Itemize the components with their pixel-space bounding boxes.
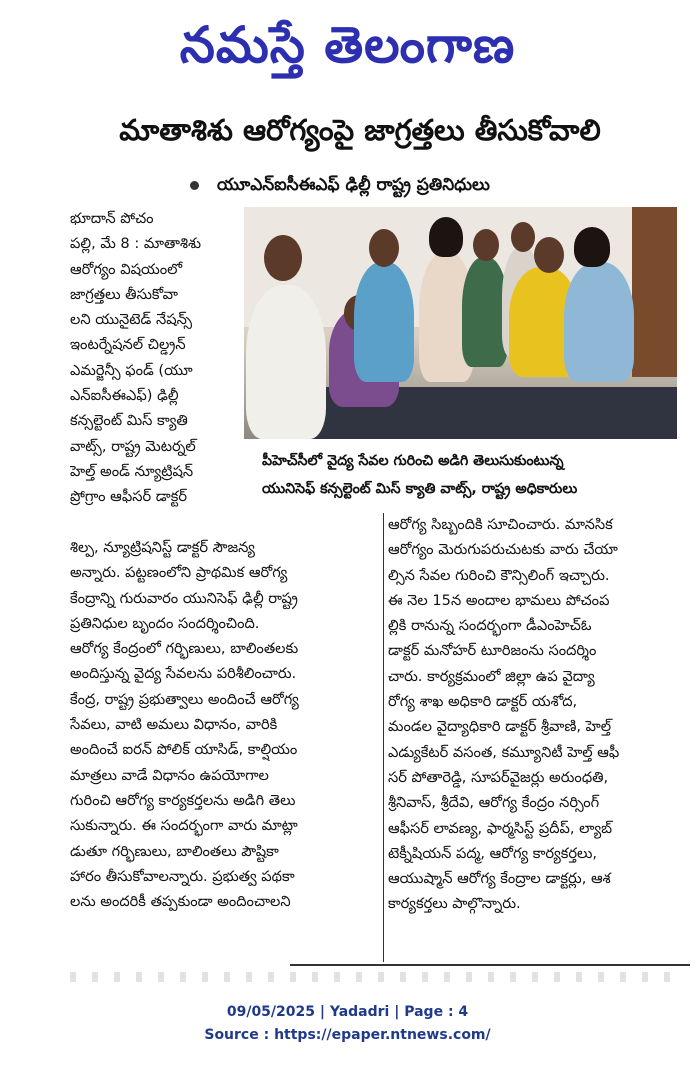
text-line: ఆరోగ్య సిబ్బందికి సూచించారు. మానసిక xyxy=(388,516,613,533)
text-line: గురించి ఆరోగ్య కార్యకర్తలను అడిగి తెలు xyxy=(70,791,296,809)
caption-line-2: యునిసెఫ్ కన్సల్టెంట్ మిస్ క్యాతి వాట్స్, రాష్ట్ర అధికారులు xyxy=(262,481,578,497)
text-line: ఆయుష్మాన్ ఆరోగ్య కేంద్రాల డాక్టర్లు, ఆశ xyxy=(388,870,611,888)
text-line: మండల వైద్యాధికారి డాక్టర్ శ్రీవాణి, హెల్త్ xyxy=(388,718,612,736)
text-line: ఈ నెల 15న అందాల భామలు పోచంప xyxy=(388,591,610,609)
article-subheadline xyxy=(190,170,670,200)
text-line: కన్సల్టెంట్ మిస్ క్యాతి xyxy=(70,412,188,430)
page-footer xyxy=(0,1001,695,1047)
text-line: డుతూ గర్భిణులు, బాలింతలు పౌష్టికా xyxy=(70,842,279,860)
text-line: మాత్రలు వాడే విధానం ఉపయోగాల xyxy=(70,766,269,784)
text-line: సేవలు, వాటి అమలు విధానం, వారికి xyxy=(70,716,278,734)
text-line: సర్ పోతారెడ్డి, సూపర్‌వైజర్లు అరుంధతి, xyxy=(388,768,609,786)
text-line: ఆరోగ్యం విషయంలో xyxy=(70,260,183,278)
text-line: అందిస్తున్న వైద్య సేవలను పరిశీలించారు. xyxy=(70,665,297,683)
text-line: చారు. కార్యక్రమంలో జిల్లా ఉప వైద్యా xyxy=(388,667,595,685)
article-column-left-top xyxy=(70,206,240,510)
text-line: ఎమర్జెన్సీ ఫండ్ (యూ xyxy=(70,361,193,379)
text-line: టెక్నీషియన్ పద్మ, ఆరోగ్య కార్యకర్తలు, xyxy=(388,844,598,862)
text-line: కేంద్రాన్ని గురువారం యునిసెఫ్ ఢిల్లీ రాష్ట్ర xyxy=(70,589,298,607)
text-line: శిల్ప, న్యూట్రిషనిస్ట్ డాక్టర్ సౌజన్య xyxy=(70,539,255,556)
text-line: వాట్స్, రాష్ట్ర మెటర్నల్ xyxy=(70,437,196,455)
footer-date-line: 09/05/2025 | Yadadri | Page : 4 xyxy=(226,1004,469,1020)
text-line: ఆఫీసర్ లావణ్య, ఫార్మసిస్ట్ ప్రదీప్, ల్యాబ్ xyxy=(388,819,613,837)
text-line: రోగ్య శాఖ అధికారి డాక్టర్ యశోద, xyxy=(388,693,578,711)
text-line: జాగ్రత్తలు తీసుకోవా xyxy=(70,285,178,303)
text-line: ఆరోగ్య కేంద్రంలో గర్భిణులు, బాలింతలకు xyxy=(70,640,299,658)
cropped-next-article xyxy=(70,972,680,982)
text-line: కేంద్ర, రాష్ట్ర ప్రభుత్వాలు అందించే ఆరోగ్య xyxy=(70,690,299,708)
column-divider xyxy=(383,513,384,962)
text-line: ల్లికి రానున్న సందర్భంగా డీఎంహెచ్‌ఓ xyxy=(388,617,592,635)
text-line: శ్రీనివాస్, శ్రీదేవి, ఆరోగ్య కేంద్రం నర్సింగ్ xyxy=(388,794,600,812)
text-line: ఇంటర్నేషనల్ చిల్డ్రన్ xyxy=(70,336,186,354)
article-headline: మాతాశిశు ఆరోగ్యంపై జాగ్రత్తలు తీసుకోవాలి xyxy=(119,113,601,147)
text-line: అందించే ఐరన్ పోలిక్ యాసిడ్, కాల్షియం xyxy=(70,741,298,759)
article-photo xyxy=(244,207,677,439)
footer-source-line: Source : https://epaper.ntnews.com/ xyxy=(204,1027,491,1043)
text-line: లని యునైటెడ్ నేషన్స్ xyxy=(70,311,193,329)
text-line: హెల్త్ అండ్ న్యూట్రిషన్ xyxy=(70,462,194,480)
text-line: ఎన్‌ఐసీఈఎఫ్) ఢిల్లీ xyxy=(70,387,179,405)
subheadline-text: యూఎన్‌ఐసీఈఎఫ్ ఢిల్లీ రాష్ట్ర ప్రతినిధులు xyxy=(217,175,490,195)
text-line: డాక్టర్ మనోహర్ టూరిజంను సందర్శిం xyxy=(388,642,597,660)
text-line: పల్లి, మే 8 : మాతాశిశు xyxy=(70,235,202,253)
article-column-left-bottom xyxy=(70,535,390,914)
text-line: ఆరోగ్యం మెరుగుపరుచుటకు వారు చేయా xyxy=(388,541,618,559)
photo-caption xyxy=(262,447,672,505)
text-line: సుకున్నారు. ఈ సందర్భంగా వారు మాట్లా xyxy=(70,817,298,835)
masthead-title: నమస్తే తెలంగాణ xyxy=(179,16,516,74)
text-line: హారం తీసుకోవాలన్నారు. ప్రభుత్వ పథకా xyxy=(70,867,295,885)
article-column-right xyxy=(388,512,688,917)
text-line: కార్యకర్తలు పాల్గొన్నారు. xyxy=(388,895,521,913)
text-line: ల్సిన సేవల గురించి కౌన్సిలింగ్ ఇచ్చారు. xyxy=(388,566,610,584)
text-line: ప్రోగ్రాం ఆఫీసర్ డాక్టర్ xyxy=(70,488,187,506)
caption-line-1: పీహెచ్‌సీలో వైద్య సేవల గురించి అడిగి తెలుసుకుంటున్న xyxy=(262,453,564,469)
bullet-icon xyxy=(190,181,199,190)
article-end-rule xyxy=(290,964,690,966)
text-line: అన్నారు. పట్టణంలోని ప్రాథమిక ఆరోగ్య xyxy=(70,564,288,582)
text-line: భూదాన్ పోచం xyxy=(70,210,154,227)
text-line: లను అందరికీ తప్పకుండా అందించాలని xyxy=(70,893,291,911)
text-line: ఎడ్యుకేటర్ వసంత, కమ్యూనిటీ హెల్త్ ఆఫీ xyxy=(388,743,620,761)
text-line: ప్రతినిధుల బృందం సందర్శించింది. xyxy=(70,614,260,632)
